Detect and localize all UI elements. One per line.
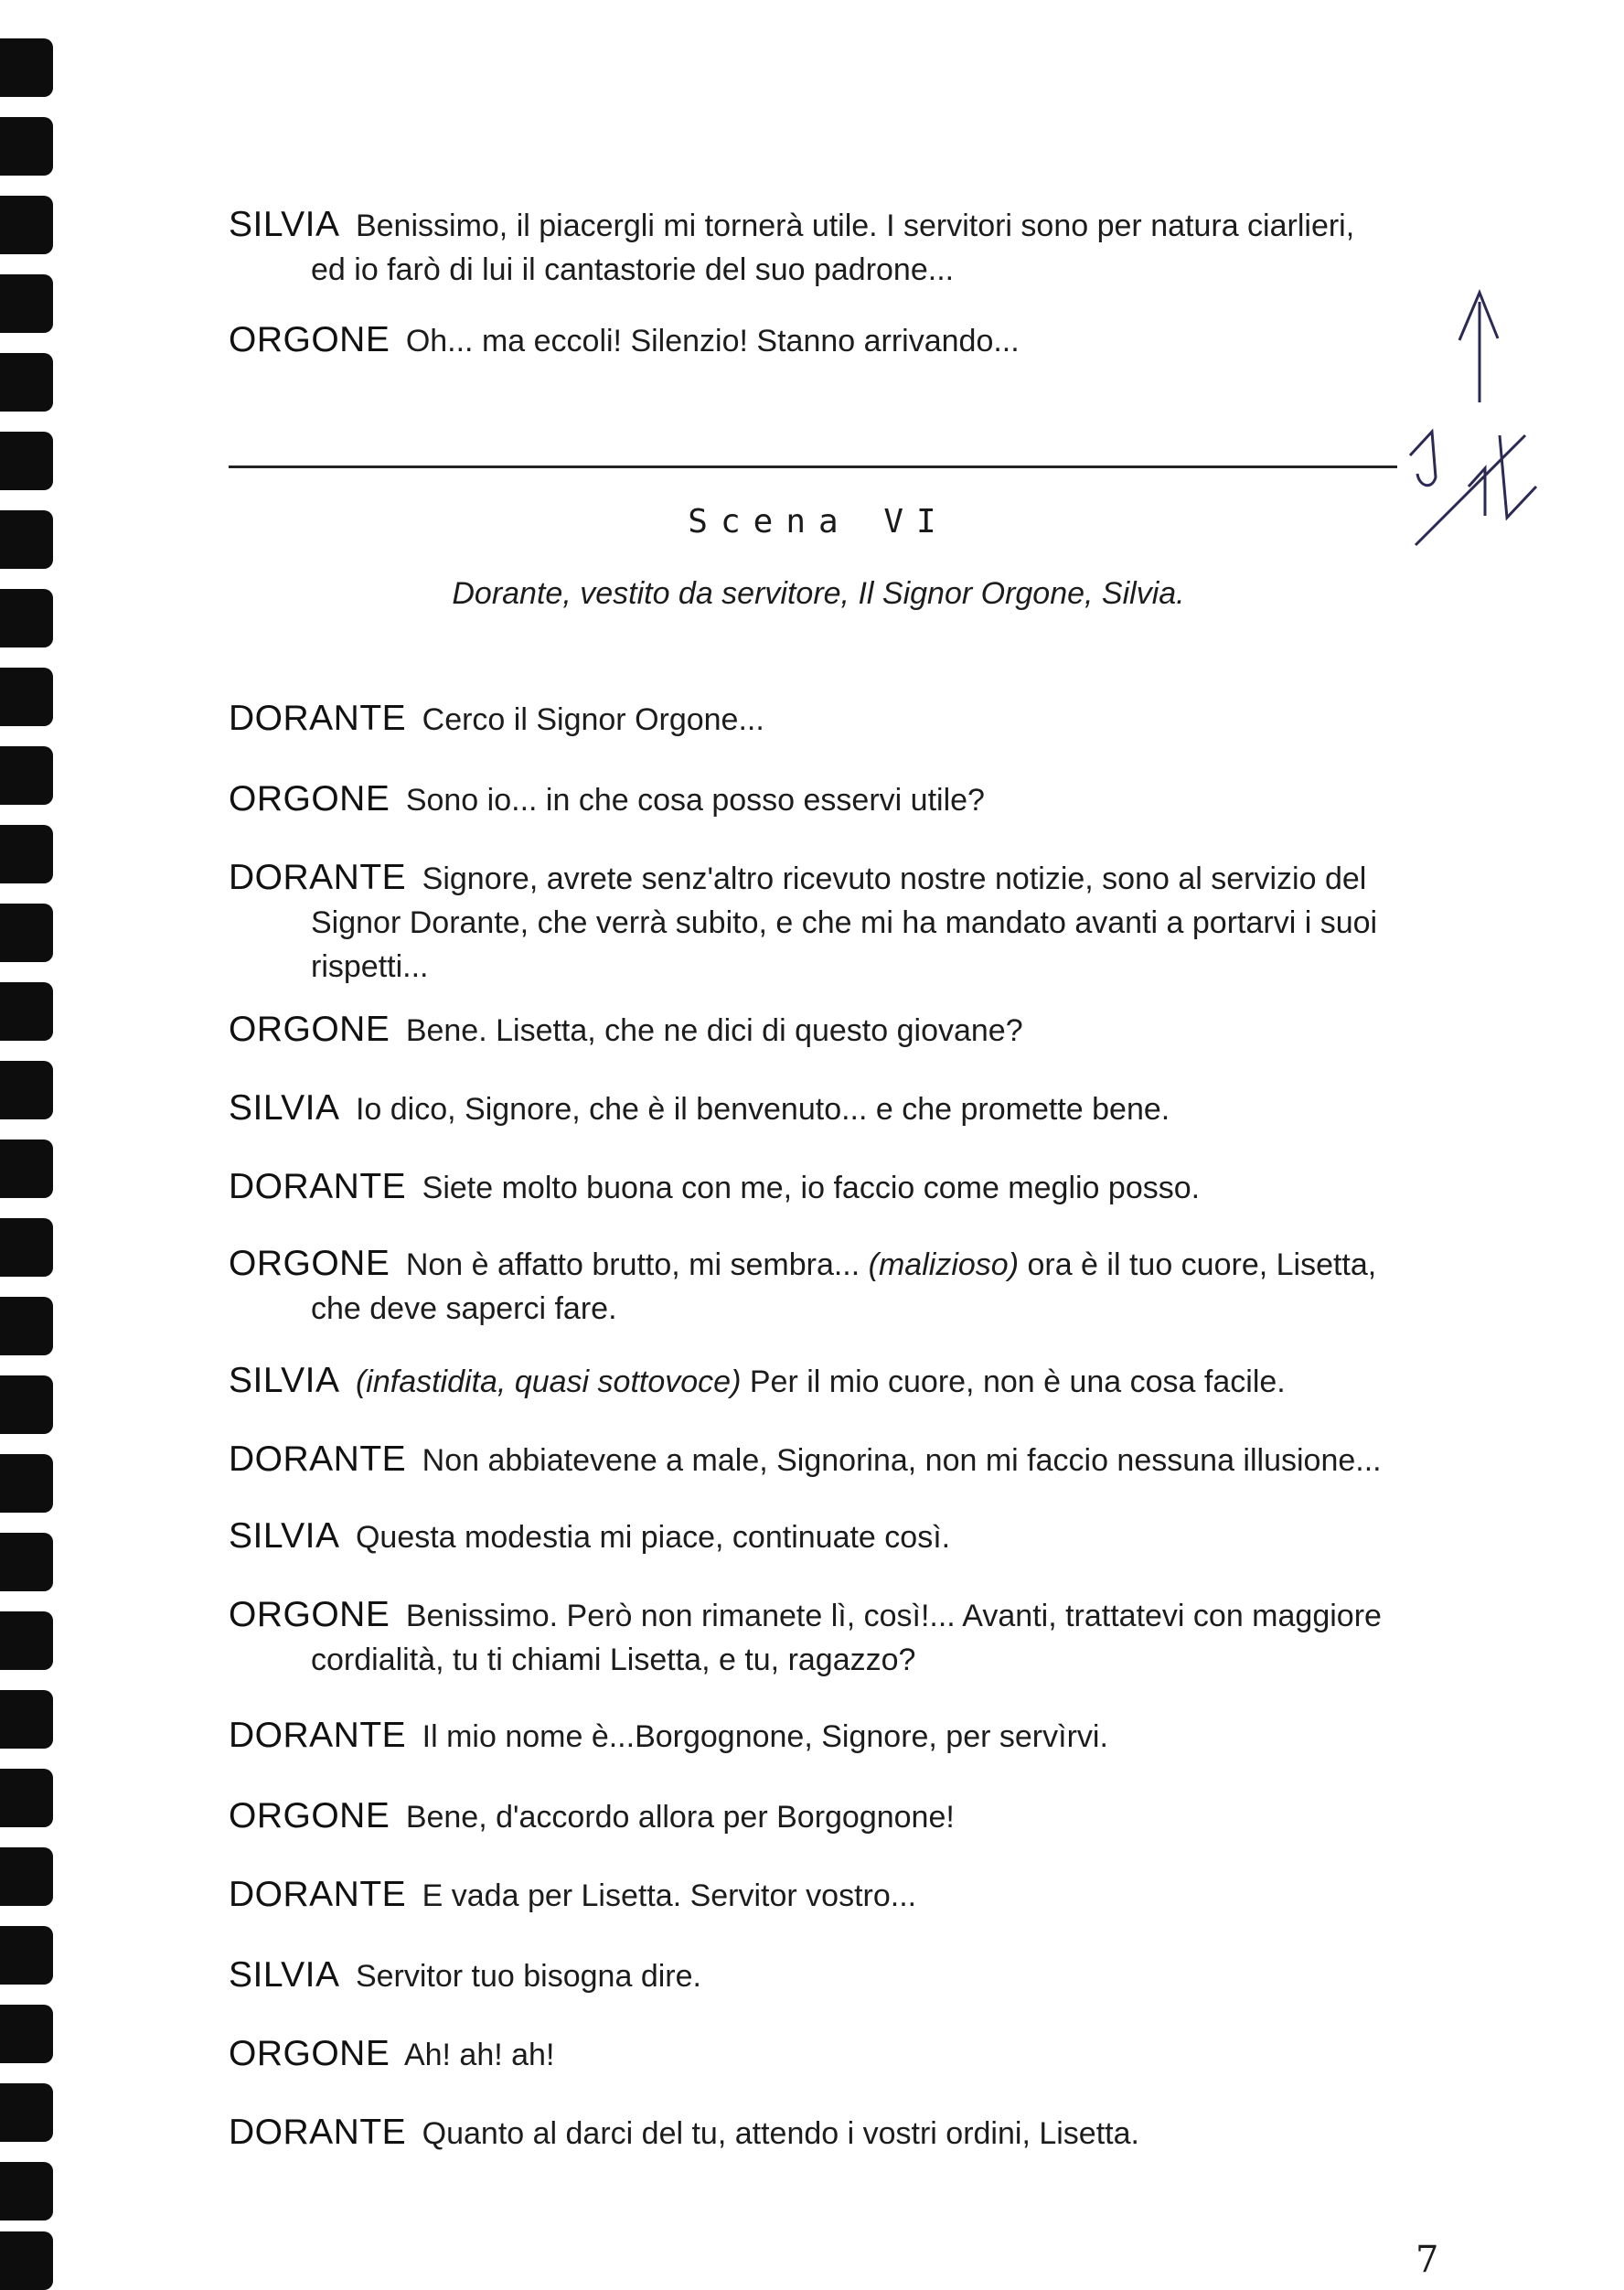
dialogue-text-continued: Signor Dorante, che verrà subito, e che mi ha mandato avanti a portarvi i suoi bbox=[311, 905, 1378, 940]
dialogue-text: Quanto al darci del tu, attendo i vostri ordini, Lisetta. bbox=[422, 2116, 1139, 2151]
dialogue-entry bbox=[229, 1593, 1426, 1682]
dialogue-entry bbox=[229, 2032, 1426, 2077]
script-page bbox=[229, 0, 1445, 2286]
dialogue-text: Ah! ah! ah! bbox=[403, 2038, 555, 2072]
scene-cast: Dorante, vestito da servitore, Il Signor Orgone, Silvia. bbox=[452, 576, 1185, 611]
dialogue-entry bbox=[229, 1086, 1426, 1131]
dialogue-text-continued: che deve saperci fare. bbox=[311, 1291, 617, 1326]
dialogue-entry bbox=[229, 1008, 1426, 1053]
speaker-name: DORANTE bbox=[229, 1875, 407, 1914]
dialogue-entry bbox=[229, 2111, 1426, 2156]
dialogue-entry bbox=[229, 203, 1426, 292]
speaker-name: DORANTE bbox=[229, 858, 407, 897]
dialogue-text: Non abbiatevene a male, Signorina, non mi faccio nessuna illusione... bbox=[422, 1443, 1382, 1478]
speaker-name: DORANTE bbox=[229, 1716, 407, 1755]
speaker-name: DORANTE bbox=[229, 2113, 407, 2152]
dialogue-text: Questa modestia mi piace, continuate così. bbox=[355, 1520, 951, 1555]
dialogue-text: E vada per Lisetta. Servitor vostro... bbox=[422, 1878, 917, 1913]
arrow-down-mark bbox=[1500, 435, 1536, 518]
dialogue-text: Bene, d'accordo allora per Borgognone! bbox=[405, 1800, 955, 1835]
speaker-name: ORGONE bbox=[229, 779, 390, 819]
speaker-name: SILVIA bbox=[229, 1516, 340, 1556]
dialogue-entry bbox=[229, 1794, 1426, 1839]
dialogue-text: Non è affatto brutto, mi sembra... bbox=[405, 1247, 860, 1282]
dialogue-text: Benissimo. Però non rimanete lì, così!... Avanti, trattatevi con maggiore bbox=[405, 1599, 1382, 1633]
dialogue-text: Il mio nome è...Borgognone, Signore, per servìrvi. bbox=[422, 1719, 1108, 1754]
dialogue-text: Per il mio cuore, non è una cosa facile. bbox=[749, 1364, 1286, 1399]
dialogue-text: Cerco il Signor Orgone... bbox=[422, 702, 764, 737]
speaker-name: DORANTE bbox=[229, 1439, 407, 1479]
speaker-name: SILVIA bbox=[229, 1088, 340, 1128]
dialogue-text-continued: cordialità, tu ti chiami Lisetta, e tu, ragazzo? bbox=[311, 1643, 916, 1677]
stage-direction: (infastidita, quasi sottovoce) bbox=[355, 1364, 742, 1399]
dialogue-entry bbox=[229, 1953, 1426, 1998]
speaker-name: ORGONE bbox=[229, 2034, 390, 2073]
dialogue-entry bbox=[229, 777, 1426, 822]
scene-divider bbox=[229, 465, 1397, 468]
dialogue-entry bbox=[229, 1873, 1426, 1918]
dialogue-entry bbox=[229, 1242, 1426, 1331]
dialogue-text: Siete molto buona con me, io faccio come meglio posso. bbox=[422, 1171, 1201, 1205]
dialogue-entry bbox=[229, 697, 1426, 742]
dialogue-entry bbox=[229, 1514, 1426, 1559]
dialogue-text: Sono io... in che cosa posso esservi utile? bbox=[405, 783, 985, 818]
speaker-name: ORGONE bbox=[229, 320, 390, 359]
speaker-name: DORANTE bbox=[229, 1167, 407, 1206]
handwritten-marks bbox=[1390, 274, 1573, 549]
scene-title: Scena VI bbox=[688, 503, 949, 540]
dialogue-text: ora è il tuo cuore, Lisetta, bbox=[1027, 1247, 1377, 1282]
dialogue-text: Bene. Lisetta, che ne dici di questo giovane? bbox=[405, 1013, 1023, 1048]
speaker-name: ORGONE bbox=[229, 1010, 390, 1049]
dialogue-entry bbox=[229, 856, 1426, 989]
dialogue-text: Servitor tuo bisogna dire. bbox=[355, 1959, 701, 1994]
stage-direction: (malizioso) bbox=[868, 1247, 1020, 1282]
speaker-name: DORANTE bbox=[229, 699, 407, 738]
speaker-name: ORGONE bbox=[229, 1595, 390, 1634]
spiral-binding bbox=[0, 0, 59, 2286]
letter-j-mark bbox=[1410, 432, 1436, 486]
speaker-name: ORGONE bbox=[229, 1244, 390, 1283]
speaker-name: SILVIA bbox=[229, 1361, 340, 1400]
dialogue-entry bbox=[229, 1714, 1426, 1759]
dialogue-text-continued: rispetti... bbox=[311, 949, 429, 984]
dialogue-entry bbox=[229, 1359, 1426, 1404]
dialogue-text-continued: ed io farò di lui il cantastorie del suo padrone... bbox=[311, 252, 955, 287]
slash-mark bbox=[1416, 435, 1525, 545]
dialogue-text: Io dico, Signore, che è il benvenuto... e che promette bene. bbox=[355, 1092, 1170, 1127]
dialogue-entry bbox=[229, 1438, 1426, 1482]
dialogue-entry bbox=[229, 1165, 1426, 1210]
speaker-name: SILVIA bbox=[229, 1955, 340, 1995]
page-number: 7 bbox=[1416, 2239, 1439, 2281]
speaker-name: SILVIA bbox=[229, 205, 340, 244]
speaker-name: ORGONE bbox=[229, 1796, 390, 1835]
dialogue-text: Signore, avrete senz'altro ricevuto nostre notizie, sono al servizio del bbox=[422, 861, 1367, 896]
numeral-one-mark bbox=[1469, 468, 1485, 516]
dialogue-text: Benissimo, il piacergli mi tornerà utile. I servitori sono per natura ciarlieri, bbox=[355, 209, 1355, 243]
dialogue-text: Oh... ma eccoli! Silenzio! Stanno arrivando... bbox=[405, 324, 1020, 358]
dialogue-entry bbox=[229, 318, 1426, 363]
